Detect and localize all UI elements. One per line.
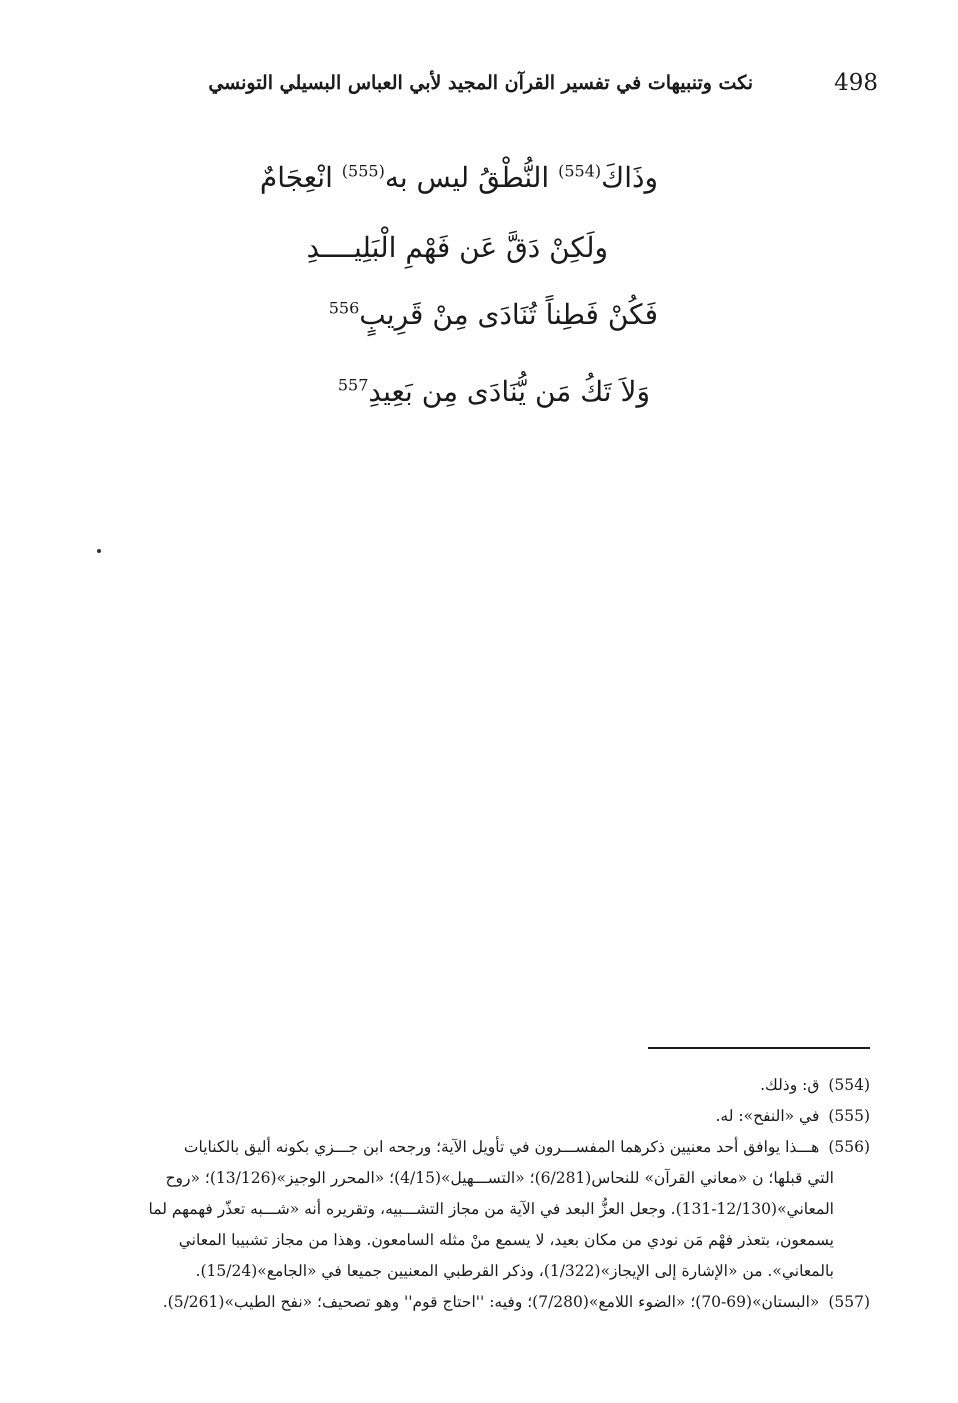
verse-line [338,372,650,412]
footnote-number: (556) [828,1138,870,1156]
footnotes [100,1070,870,1318]
stray-mark [97,549,101,553]
footnote-text: ق: وذلك. [760,1076,820,1094]
footnote-557 [100,1287,870,1318]
verse-text: وذَاكَ [601,161,658,194]
footnote-ref: 556 [328,298,360,318]
footnote-ref: 557 [337,375,369,395]
page-number: 498 [834,70,878,96]
footnote-line: المعاني»(12/130-131). وجعل العزُّ البعد في الآية من مجاز التشـــبيه، وتقريره أنه «شـــبه تعذّر فهمهم لما [148,1200,834,1218]
footnote-number: (554) [828,1076,870,1094]
running-title: نكت وتنبيهات في تفسير القرآن المجيد لأبي العباس البسيلي التونسي [208,72,753,94]
verse-text: فَكُنْ فَطِناً تُنَادَى مِنْ قَرِيبٍ [359,298,658,331]
footnote-number: (557) [828,1293,870,1311]
footnote-line: يسمعون، بتعذر فهْم مَن نودي من مكان بعيد، لا يسمع منْ مثله السامعون. وهذا من مجاز تشبيبا المعاني [178,1231,834,1249]
footnote-555 [100,1101,870,1132]
verse-line [260,158,658,198]
footnote-ref: (555) [341,161,385,181]
footnote-text: «البستان»(69-70)؛ «الضوء اللامع»(7/280)؛ وفيه: ''احتاج قوم'' وهو تصحيف؛ «نفح الطيب»(5/261). [162,1293,820,1311]
footnote-line: التي قبلها؛ ن «معاني القرآن» للنحاس(6/281)؛ «التســـهيل»(4/15)؛ «المحرر الوجيز»(13/126)؛ «روح [165,1169,834,1187]
footnote-556 [100,1132,870,1287]
footnote-number: (555) [828,1107,870,1125]
page-header [100,70,878,110]
footnote-line: بالمعاني». من «الإشارة إلى الإيجاز»(1/322)، وذكر القرطبي المعنيين جميعا في «الجامع»(15/24). [195,1262,834,1280]
verse-line [329,295,658,335]
footnote-text: هـــذا يوافق أحد معنيين ذكرهما المفســـرون في تأويل الآية؛ ورجحه ابن جـــزي بكونه أليق بالكنايات [183,1138,820,1156]
footnote-divider [648,1047,870,1049]
footnote-554 [100,1070,870,1101]
footnote-text: في «النفح»: له. [715,1107,820,1125]
verse-text: ولَكِنْ دَقَّ عَن فَهْمِ الْبَلِيــــدِ [306,231,608,264]
verse-text: انْعِجَامٌ [259,161,342,194]
verse-line [306,228,608,268]
footnote-line [100,1132,870,1163]
verse-text: النُّطْقُ ليس به [384,161,559,194]
footnote-ref: (554) [558,161,602,181]
verse-text: وَلاَ تَكُ مَن يُّنَادَى مِن بَعِيدِ [368,375,650,408]
